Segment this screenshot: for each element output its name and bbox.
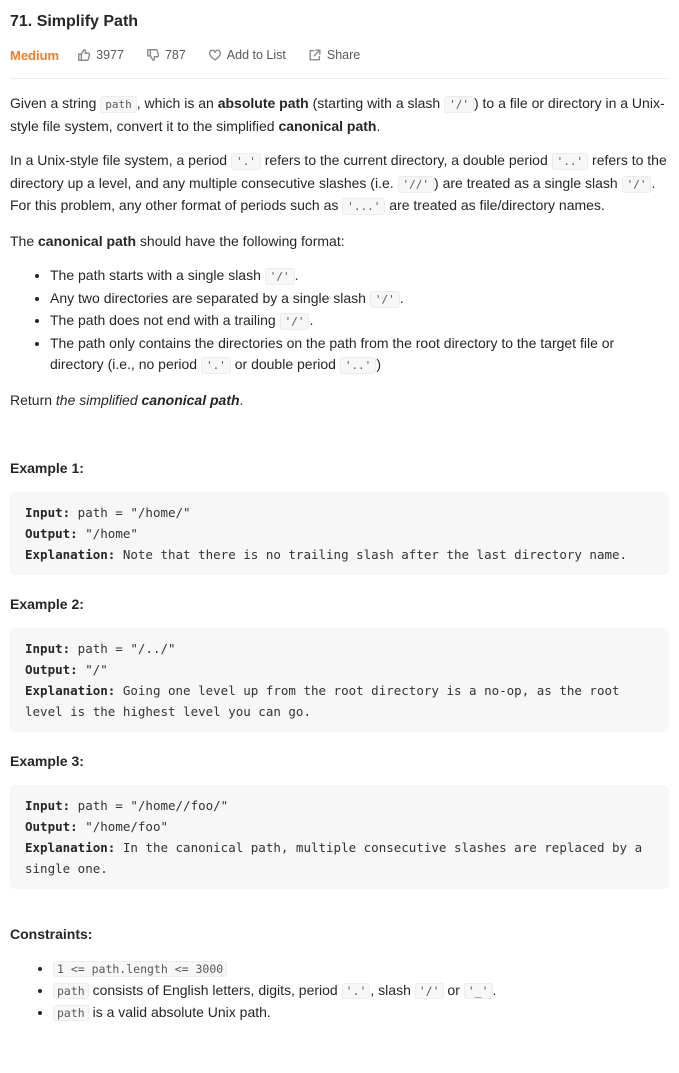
inline-code: '//'	[398, 176, 435, 193]
inline-code: '/'	[415, 983, 444, 999]
example-2-heading: Example 2:	[10, 596, 84, 612]
return-statement: Return the simplified canonical path.	[10, 391, 244, 408]
dislike-button[interactable]	[146, 48, 186, 62]
like-count: 3977	[96, 48, 124, 62]
list-item: • The path starts with a single slash '/' .	[50, 265, 669, 288]
example-1-block: Input: path = "/home/" Output: "/home" Explanation: Note that there is no trailing slash after the last directory name.	[10, 492, 669, 575]
inline-code: '..'	[552, 153, 589, 170]
problem-meta-bar	[10, 45, 669, 65]
description-paragraph-3: The canonical path should have the following format:	[10, 232, 345, 249]
inline-code: '/'	[444, 96, 474, 113]
inline-code: '/'	[370, 291, 400, 308]
thumbs-down-icon	[146, 48, 160, 62]
difficulty-badge: Medium	[10, 47, 60, 63]
description-paragraph-1: Given a string path , which is an absolute path (starting with a slash '/' ) to a file or directory in a Unix-style file system, convert it to the simplified canonical path.	[10, 95, 665, 134]
share-label: Share	[326, 48, 361, 62]
inline-code: '.'	[201, 357, 231, 374]
dislike-count: 787	[164, 48, 186, 62]
share-button[interactable]	[308, 48, 360, 62]
inline-code: '...'	[342, 198, 385, 215]
example-3-block: Input: path = "/home//foo/" Output: "/home/foo" Explanation: In the canonical path, multiple consecutive slashes are replaced by a single one.	[10, 785, 669, 889]
add-to-list-button[interactable]	[208, 48, 286, 62]
divider	[10, 78, 669, 79]
constraints-heading: Constraints:	[10, 926, 93, 942]
add-to-list-label: Add to List	[226, 48, 286, 62]
example-2-block: Input: path = "/../" Output: "/" Explanation: Going one level up from the root directory is a no-op, as the root level is the highest level you can go.	[10, 628, 669, 732]
inline-code: '.'	[342, 983, 371, 999]
description-paragraph-2: In a Unix-style file system, a period '.' refers to the current directory, a double period '..' refers to the directory up a level, and any multiple consecutive slashes (i.e. '//' ) are treated as a single slash '/' . For this problem, any other format of periods such as '...' are treated as file/directory names.	[10, 152, 667, 213]
inline-code: '..'	[340, 357, 377, 374]
inline-code: '_'	[464, 983, 493, 999]
list-item	[53, 958, 669, 980]
format-rules-list	[10, 265, 669, 377]
example-3-heading: Example 3:	[10, 753, 84, 769]
inline-code: '/'	[622, 176, 652, 193]
inline-code: '/'	[265, 268, 295, 285]
like-button[interactable]	[77, 48, 124, 62]
inline-code: '/'	[280, 313, 310, 330]
list-item: • path is a valid absolute Unix path.	[53, 1002, 669, 1024]
heart-icon	[208, 48, 222, 62]
problem-panel	[0, 12, 679, 1024]
list-item: • The path does not end with a trailing '/' .	[50, 310, 669, 333]
share-icon	[308, 48, 322, 62]
inline-code: 1 <= path.length <= 3000	[53, 961, 227, 977]
constraints-list	[10, 958, 669, 1024]
thumbs-up-icon	[77, 48, 91, 62]
inline-code: path	[53, 1005, 89, 1021]
example-1-heading: Example 1:	[10, 460, 84, 476]
inline-code: path	[53, 983, 89, 999]
list-item: • Any two directories are separated by a single slash '/' .	[50, 288, 669, 311]
constraints-section	[10, 925, 669, 1024]
inline-code: path	[100, 96, 137, 113]
inline-code: '.'	[231, 153, 261, 170]
list-item: • path consists of English letters, digits, period '.' , slash '/' or '_' .	[53, 980, 669, 1002]
problem-title: 71. Simplify Path	[10, 13, 139, 30]
list-item: • The path only contains the directories on the path from the root directory to the target file or directory (i.e., no period '.' or double period '..' )	[50, 333, 669, 377]
